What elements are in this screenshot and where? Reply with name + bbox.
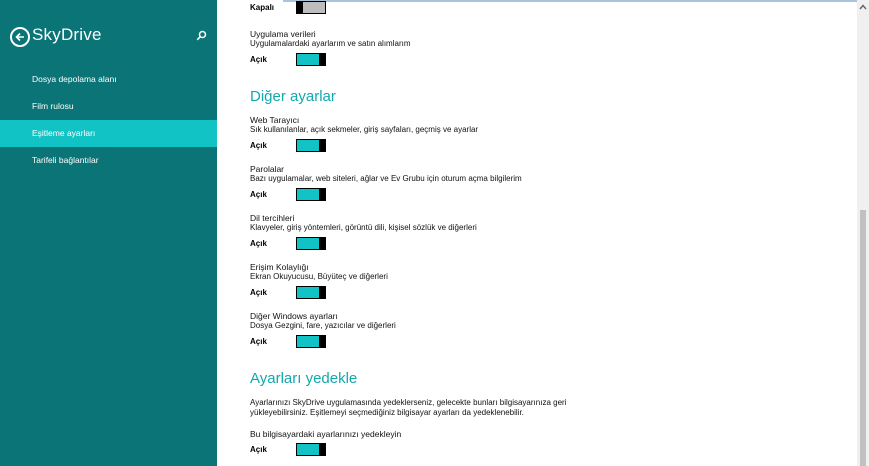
back-arrow-icon <box>14 31 26 43</box>
language-toggle[interactable] <box>296 237 326 250</box>
scroll-up-arrow-icon[interactable] <box>859 4 867 10</box>
setting-description: Uygulamalardaki ayarlarım ve satın alımlarım <box>250 39 411 48</box>
toggle-row <box>250 188 522 202</box>
setting-title: Web Tarayıcı <box>250 115 300 125</box>
sidebar-item-sync-settings[interactable] <box>0 120 217 147</box>
toggle-row <box>250 139 478 153</box>
toggle-row <box>250 237 477 251</box>
accessibility-setting <box>250 262 388 300</box>
toggle-state-label: Açık <box>250 190 267 199</box>
sidebar-item-label: Tarifeli bağlantılar <box>32 155 99 165</box>
toggle-thumb <box>319 287 325 298</box>
setting-title: Diğer Windows ayarları <box>250 311 338 321</box>
toggle-thumb <box>319 54 325 65</box>
backup-setting <box>250 398 566 457</box>
toggle-thumb <box>297 2 303 13</box>
toggle-thumb <box>319 238 325 249</box>
sidebar-item-label: Eşitleme ayarları <box>32 128 96 138</box>
sidebar <box>0 0 217 466</box>
setting-description: Klavyeler, giriş yöntemleri, görüntü dili, kişisel sözlük ve diğerleri <box>250 223 477 232</box>
toggle-thumb <box>319 336 325 347</box>
setting-title: Uygulama verileri <box>250 29 316 39</box>
toggle-state-label: Açık <box>250 288 267 297</box>
toggle-row <box>250 443 566 457</box>
toggle-state-label: Açık <box>250 55 267 64</box>
setting-title: Erişim Kolaylığı <box>250 262 309 272</box>
accessibility-toggle[interactable] <box>296 286 326 299</box>
top-divider <box>283 0 869 2</box>
sidebar-nav <box>0 66 217 174</box>
passwords-setting <box>250 164 522 202</box>
passwords-toggle[interactable] <box>296 188 326 201</box>
sidebar-item-label: Dosya depolama alanı <box>32 74 117 84</box>
toggle-row <box>250 286 388 300</box>
toggle-state-label: Açık <box>250 141 267 150</box>
setting-title: Parolalar <box>250 164 285 174</box>
sidebar-item-file-storage[interactable] <box>0 66 217 93</box>
setting-description: Sık kullanılanlar, açık sekmeler, giriş sayfaları, geçmiş ve ayarlar <box>250 125 479 134</box>
setting-description: Bazı uygulamalar, web siteleri, ağlar ve Ev Grubu için oturum açma bilgilerim <box>250 174 522 183</box>
section-heading-backup: Ayarları yedekle <box>250 370 358 387</box>
app-data-toggle[interactable] <box>296 53 326 66</box>
backup-description-line2: yükleyebilirsiniz. Eşitlemeyi seçmediğiniz bilgisayar ayarları da yedeklenebilir. <box>250 408 524 417</box>
toggle-state-label: Açık <box>250 337 267 346</box>
backup-toggle[interactable] <box>296 443 326 456</box>
search-icon[interactable] <box>196 30 207 41</box>
toggle-thumb <box>319 140 325 151</box>
setting-title: Dil tercihleri <box>250 213 295 223</box>
toggle-row <box>250 335 396 349</box>
app-data-setting <box>250 29 411 67</box>
vertical-scrollbar[interactable] <box>857 0 869 466</box>
toggle-state-label: Açık <box>250 445 267 454</box>
language-setting <box>250 213 477 251</box>
other-windows-setting <box>250 311 396 349</box>
settings-content <box>217 0 847 466</box>
other-windows-toggle[interactable] <box>296 335 326 348</box>
section-heading-other-settings: Diğer ayarlar <box>250 88 336 105</box>
setting-title: Bu bilgisayardaki ayarlarınızı yedekleyin <box>250 429 402 439</box>
web-browser-setting <box>250 115 478 153</box>
scrollbar-thumb[interactable] <box>860 210 866 466</box>
sidebar-item-label: Film rulosu <box>32 101 74 111</box>
web-browser-toggle[interactable] <box>296 139 326 152</box>
toggle-state-label: Açık <box>250 239 267 248</box>
sidebar-item-metered-connections[interactable] <box>0 147 217 174</box>
setting-description: Ekran Okuyucusu, Büyüteç ve diğerleri <box>250 272 388 281</box>
sidebar-item-camera-roll[interactable] <box>0 93 217 120</box>
setting-description: Dosya Gezgini, fare, yazıcılar ve diğerleri <box>250 321 396 330</box>
backup-description-line1: Ayarlarınızı SkyDrive uygulamasında yedeklerseniz, gelecekte bunları bilgisayarınıza geri <box>250 398 567 407</box>
sidebar-header <box>10 27 210 51</box>
toggle-state-label: Kapalı <box>250 3 275 12</box>
app-title: SkyDrive <box>32 25 102 44</box>
top-toggle-switch[interactable] <box>296 1 326 14</box>
toggle-row <box>250 53 411 67</box>
toggle-thumb <box>319 189 325 200</box>
back-button[interactable] <box>10 27 30 47</box>
toggle-thumb <box>319 444 325 455</box>
